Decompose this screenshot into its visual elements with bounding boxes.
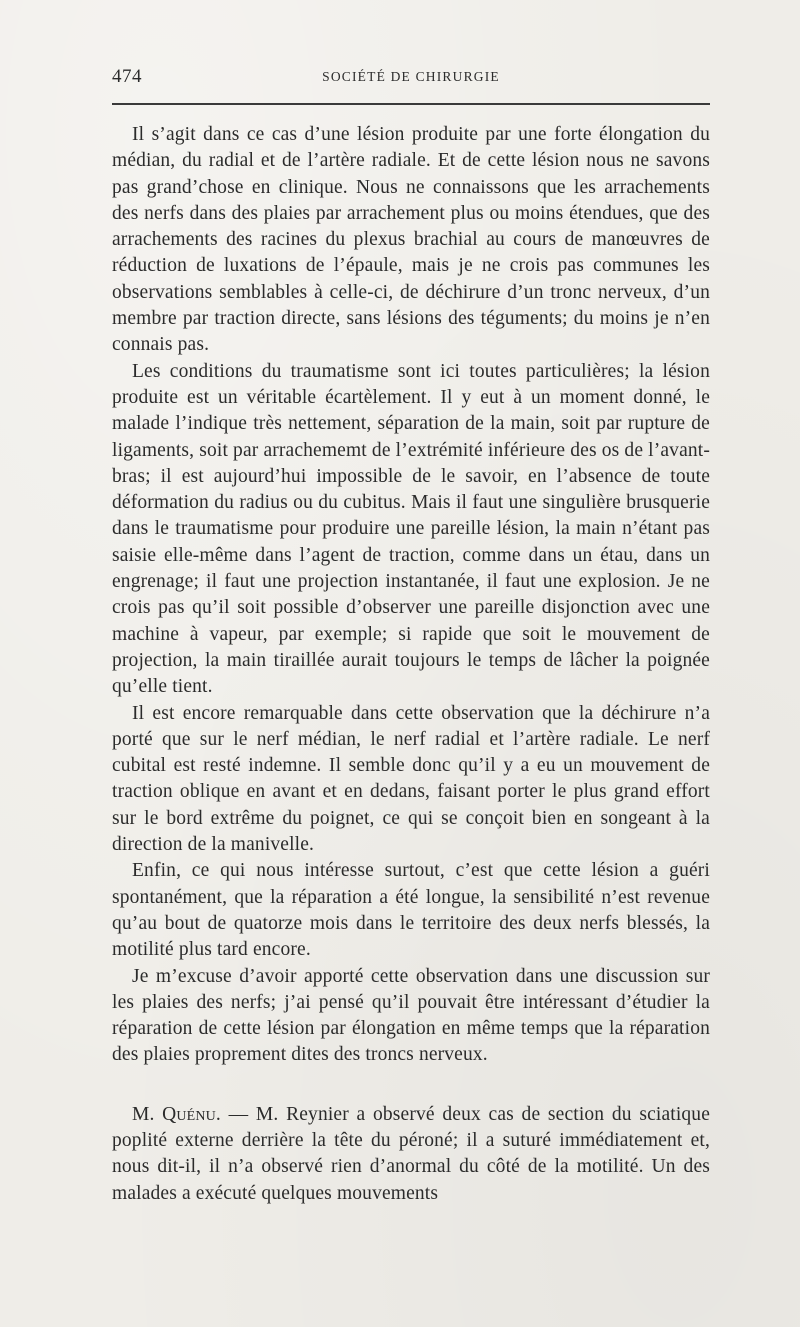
discussion-text: — M. Reynier a observé deux cas de section du sciatique poplité externe derrière la tête du péroné; il a suturé immédiatement et, nous dit-il, il n’a observé rien d’anormal du côté de la motilité. Un des malades a exécuté quelques mouvements	[112, 1103, 710, 1204]
running-title: SOCIÉTÉ DE CHIRURGIE	[322, 69, 500, 84]
body-text	[112, 122, 710, 1207]
paragraph-1: Il s’agit dans ce cas d’une lésion produite par une forte élongation du médian, du radial et de l’artère radiale. Et de cette lésion nous ne savons pas grand’chose en clinique. Nous ne connaissons que les arrachements des nerfs dans des plaies par arrachement plus ou moins étendues, que des arrachements des racines du plexus brachial au cours de manœuvres de réduction de luxations de l’épaule, mais je ne crois pas communes les observations semblables à celle-ci, de déchirure d’un tronc nerveux, d’un membre par traction directe, sans lésions des téguments; du moins je n’en connais pas.	[112, 124, 710, 356]
paragraph-5: Je m’excuse d’avoir apporté cette observation dans une discussion sur les plaies des nerfs; j’ai pensé qu’il pouvait être intéressant d’étudier la réparation de cette lésion par élongation en même temps que la réparation des plaies proprement dites des troncs nerveux.	[112, 965, 710, 1066]
paragraph-4: Enfin, ce qui nous intéresse surtout, c’est que cette lésion a guéri spontanément, que la réparation a été longue, la sensibilité n’est revenue qu’au bout de quatorze mois dans le territoire des deux nerfs blessés, la motilité plus tard encore.	[112, 860, 710, 961]
header-rule	[112, 103, 710, 105]
paragraph-2: Les conditions du traumatisme sont ici toutes particulières; la lésion produite est un véritable écartèlement. Il y eut à un moment donné, le malade l’indique très nettement, séparation de la main, soit par rupture de ligaments, soit par arrachememt de l’extrémité inférieure des os de l’avant-bras; il est aujourd’hui impossible de le savoir, en l’absence de toute déformation du radius ou du cubitus. Mais il faut une singulière brusquerie dans le traumatisme pour produire une pareille lésion, la main n’étant pas saisie elle-même dans l’agent de traction, comme dans un étau, dans un engrenage; il faut une projection instantanée, il faut une explosion. Je ne crois pas qu’il soit possible d’observer une pareille disjonction avec une machine à vapeur, par exemple; si rapide que soit le mouvement de projection, la main tiraillée aurait toujours le temps de lâcher la poignée qu’elle tient.	[112, 360, 710, 698]
discussion-paragraph	[112, 1102, 710, 1207]
page-number: 474	[112, 66, 142, 87]
page-header	[112, 66, 710, 90]
section-gap	[112, 1069, 710, 1102]
speaker-name: M. Quénu.	[132, 1103, 221, 1125]
paragraph-3: Il est encore remarquable dans cette observation que la déchirure n’a porté que sur le nerf médian, le nerf radial et l’artère radiale. Le nerf cubital est resté indemne. Il semble donc qu’il y a eu un mouvement de traction oblique en avant et en dedans, faisant porter le plus grand effort sur le bord extrême du poignet, ce qui se conçoit bien en songeant à la direction de la manivelle.	[112, 702, 710, 856]
